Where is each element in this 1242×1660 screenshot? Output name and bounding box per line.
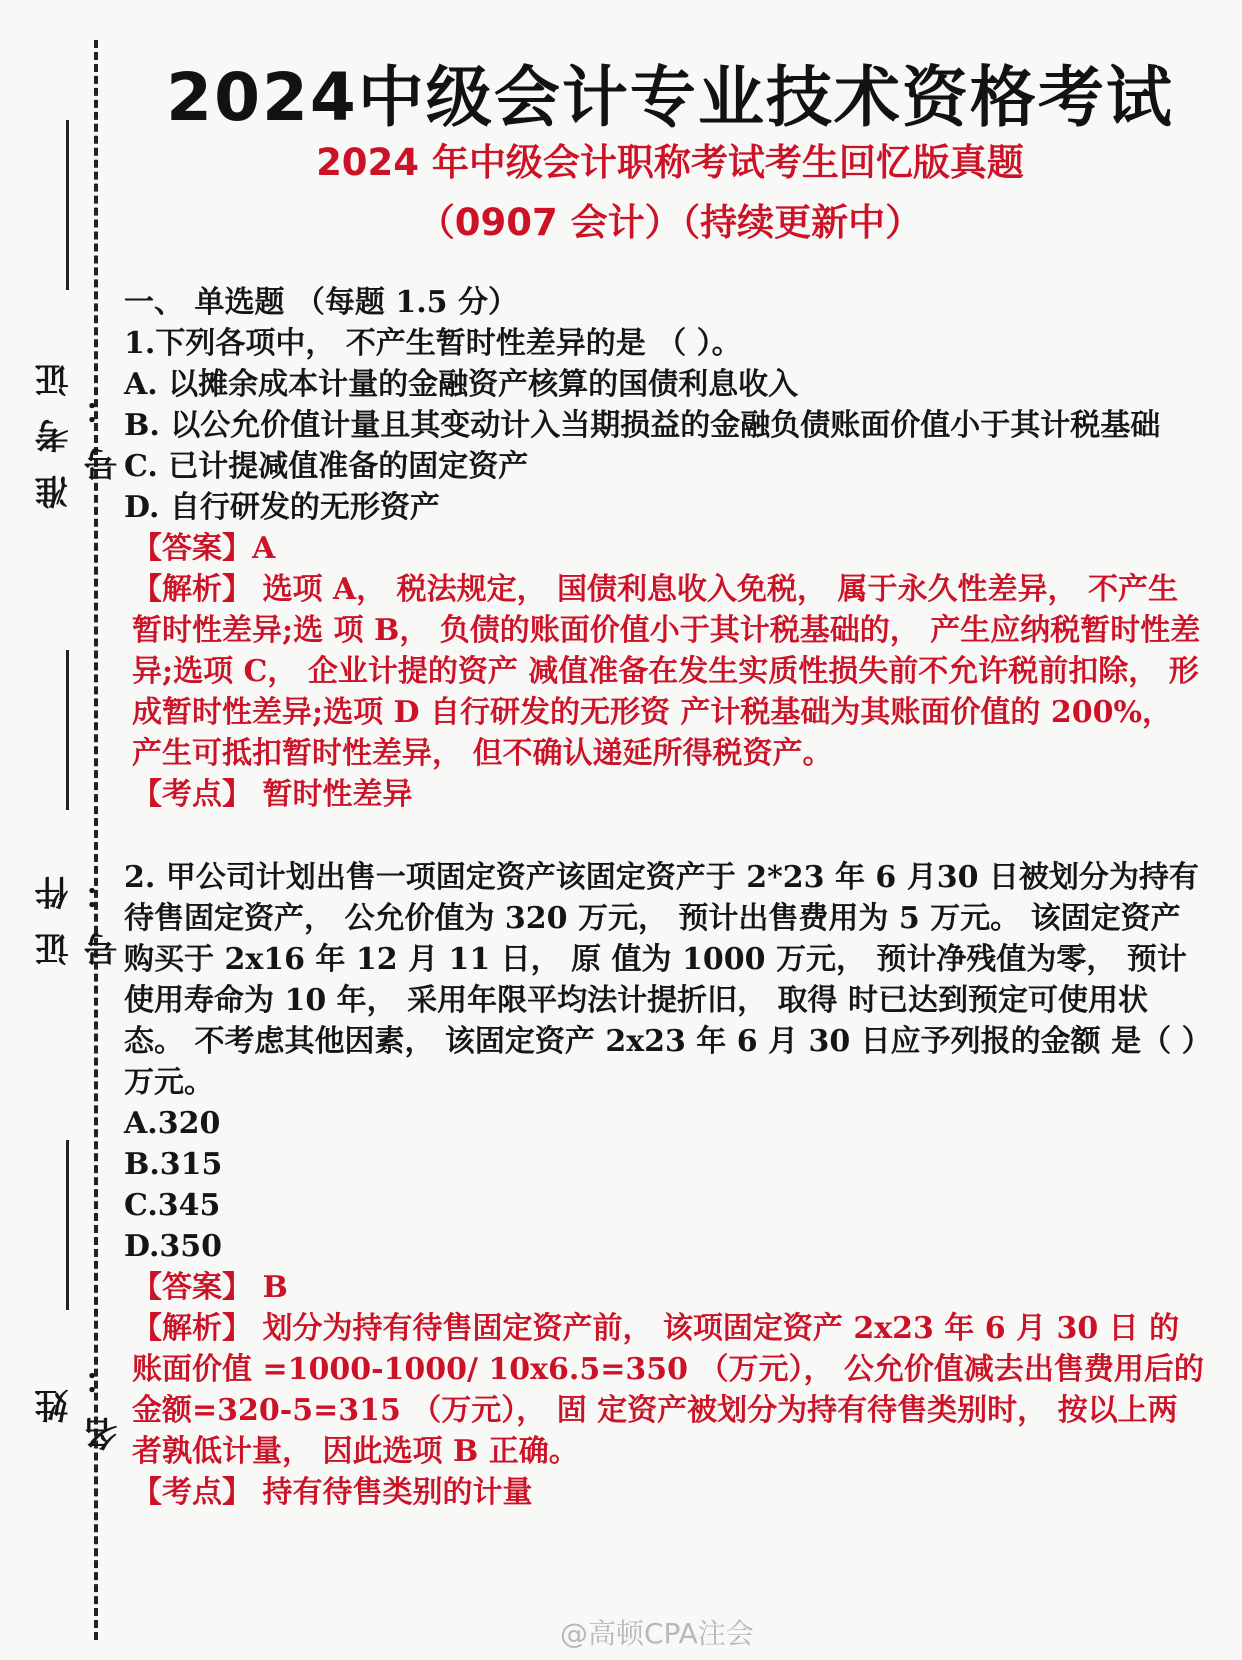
watermark: @高顿CPA注会 [560, 1617, 754, 1650]
name-label: 姓名： [35, 1339, 124, 1451]
id-number-rule [66, 650, 69, 810]
exam-title: 2024中级会计专业技术资格考试 [166, 59, 1174, 136]
question-stem: 1.下列各项中， 不产生暂时性差异的是 （ ）。 [124, 326, 742, 361]
key-point: 【考点】 暂时性差异 [132, 777, 413, 812]
subtitle-line-2: （0907 会计）（持续更新中） [417, 201, 923, 244]
question-1 [124, 323, 1204, 815]
name-rule [66, 1140, 69, 1310]
question-2 [124, 857, 1204, 1513]
question-spacer [124, 815, 1204, 857]
option-a: A.320 [124, 1106, 221, 1141]
option-c: C. 已计提减值准备的固定资产 [124, 449, 529, 484]
key-point: 【考点】 持有待售类别的计量 [132, 1475, 533, 1510]
answer: 【答案】A [132, 531, 276, 566]
section-title: 一、 单选题 （每题 1.5 分） [124, 285, 518, 320]
subtitle-line-1: 2024 年中级会计职称考试考生回忆版真题 [316, 141, 1024, 184]
ticket-number-rule [66, 120, 69, 290]
id-number-label: 证件号： [35, 854, 124, 966]
option-c: C.345 [124, 1188, 221, 1223]
option-b: B.315 [124, 1147, 223, 1182]
exam-content [124, 282, 1204, 1513]
answer: 【答案】 B [132, 1270, 288, 1305]
ticket-number-label: 准考证号： [35, 341, 124, 509]
option-d: D.350 [124, 1229, 223, 1264]
analysis: 【解析】 选项 A， 税法规定， 国债利息收入免税， 属于永久性差异， 不产生暂时性差异;选 项 B， 负债的账面价值小于其计税基础的， 产生应纳税暂时性差异;选项 C， 企业计提的资产 减值准备在发生实质性损失前不允许税前扣除， 形成暂时性差异;选项 D 自行研发的无形资 产计税基础为其账面价值的 200%， 产生可抵扣暂时性差异， 但不确认递延所得税资产。 [132, 572, 1201, 771]
option-d: D. 自行研发的无形资产 [124, 490, 440, 525]
option-b: B. 以公允价值计量且其变动计入当期损益的金融负债账面价值小于其计税基础 [124, 408, 1161, 443]
option-a: A. 以摊余成本计量的金融资产核算的国债利息收入 [124, 367, 799, 402]
question-stem: 2. 甲公司计划出售一项固定资产该固定资产于 2*23 年 6 月30 日被划分为持有待售固定资产， 公允价值为 320 万元， 预计出售费用为 5 万元。 该固定资产购买于 2x16 年 12 月 11 日， 原 值为 1000 万元， 预计净残值为零， 预计使用寿命为 10 年， 采用年限平均法计提折旧， 取得 时已达到预定可使用状态。 不考虑其他因素， 该固定资产 2x23 年 6 月 30 日应予列报的金额 是（ ）万元。 [124, 860, 1199, 1100]
analysis: 【解析】 划分为持有待售固定资产前， 该项固定资产 2x23 年 6 月 30 日 的账面价值 =1000-1000/ 10x6.5=350 （万元）， 公允价值减去出售费用后的金额=320-5=315 （万元）， 固 定资产被划分为持有待售类别时， 按以上两者孰低计量， 因此选项 B 正确。 [132, 1311, 1204, 1469]
